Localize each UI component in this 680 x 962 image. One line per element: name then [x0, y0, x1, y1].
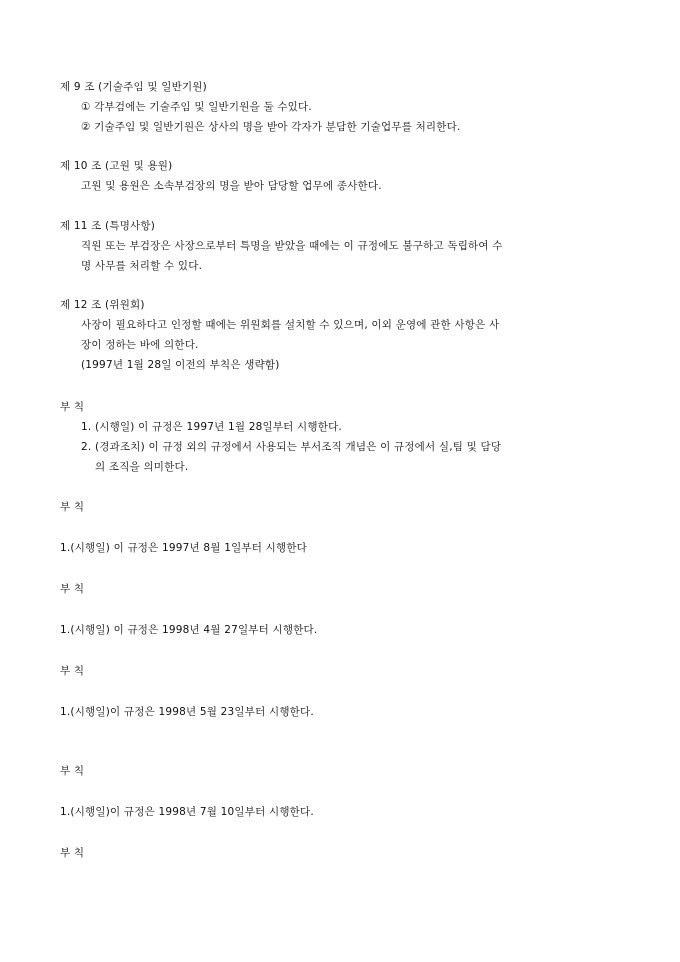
article-9-item-2: ② 기술주임 및 일반기원은 상사의 명을 받아 각자가 분담한 기술업무를 처리한다.	[81, 121, 461, 133]
article-11-body-line-1: 직원 또는 부검장은 사장으로부터 특명을 받았을 때에는 이 규정에도 불구하고 독립하여 수	[81, 240, 503, 252]
supplementary-1-item-2-line-1: 2. (경과조치) 이 규정 외의 규정에서 사용되는 부서조직 개념은 이 규정에서 실,팀 및 담당	[81, 441, 502, 453]
article-9-heading: 제 9 조 (기술주임 및 일반기원)	[60, 81, 207, 93]
supplementary-6-heading: 부 칙	[60, 847, 85, 859]
supplementary-5-item-1: 1.(시행일)이 규정은 1998년 7월 10일부터 시행한다.	[60, 806, 314, 818]
supplementary-3-heading: 부 칙	[60, 583, 85, 595]
article-9-item-1: ① 각부검에는 기술주임 및 일반기원을 둘 수있다.	[81, 101, 312, 113]
article-12-heading: 제 12 조 (위원회)	[60, 299, 145, 311]
supplementary-4-item-1: 1.(시행일)이 규정은 1998년 5월 23일부터 시행한다.	[60, 706, 314, 718]
supplementary-1-heading: 부 칙	[60, 401, 85, 413]
supplementary-2-heading: 부 칙	[60, 501, 85, 513]
article-12-body-line-2: 장이 정하는 바에 의한다.	[81, 339, 199, 351]
article-11-body-line-2: 명 사무를 처리할 수 있다.	[81, 260, 203, 272]
article-11-heading: 제 11 조 (특명사항)	[60, 220, 156, 232]
article-12-body-line-1: 사장이 필요하다고 인정할 때에는 위원회를 설치할 수 있으며, 이외 운영에 관한 사항은 사	[81, 319, 500, 331]
article-12-note: (1997년 1월 28일 이전의 부칙은 생략함)	[81, 359, 280, 371]
supplementary-5-heading: 부 칙	[60, 765, 85, 777]
supplementary-3-item-1: 1.(시행일) 이 규정은 1998년 4월 27일부터 시행한다.	[60, 624, 318, 636]
supplementary-1-item-1: 1. (시행일) 이 규정은 1997년 1월 28일부터 시행한다.	[81, 421, 342, 433]
supplementary-1-item-2-line-2: 의 조직을 의미한다.	[95, 461, 189, 473]
supplementary-4-heading: 부 칙	[60, 665, 85, 677]
article-10-body: 고원 및 용원은 소속부검장의 명을 받아 담당할 업무에 종사한다.	[81, 180, 382, 192]
article-10-heading: 제 10 조 (고원 및 용원)	[60, 160, 173, 172]
supplementary-2-item-1: 1.(시행일) 이 규정은 1997년 8월 1일부터 시행한다	[60, 542, 308, 554]
